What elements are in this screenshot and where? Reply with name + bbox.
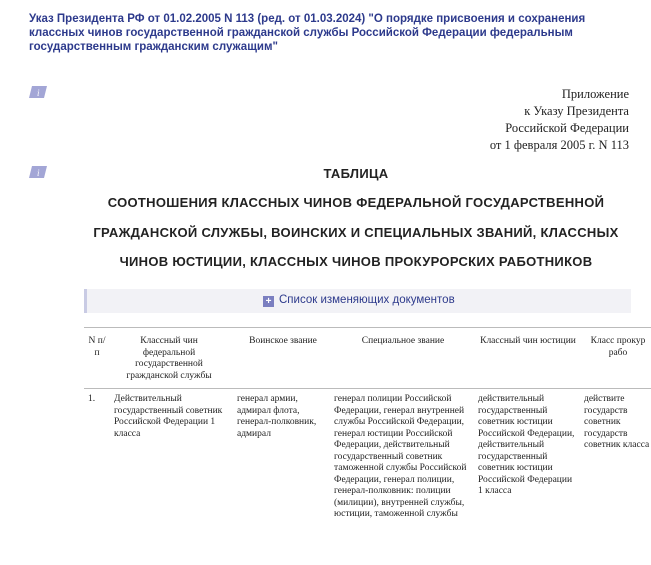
svg-text:i: i [37,88,40,98]
plus-icon: + [263,296,274,307]
table-title-line: ГРАЖДАНСКОЙ СЛУЖБЫ, ВОИНСКИХ И СПЕЦИАЛЬНЫХ ЗВАНИЙ, КЛАССНЫХ [93,225,619,240]
table-cell-justice-rank: действительный государственный советник юстиции Российской Федерации, действительный государственный советник юстиции Российской Федерации 1 класса [478,394,575,496]
document-title: Указ Президента РФ от 01.02.2005 N 113 (ред. от 01.03.2024) "О порядке присвоения и сохранения классных чинов государственной гражданской службы Российской Федерации федеральным государственным гражданским служащим" [29,13,586,53]
appendix-line: Российской Федерации [505,121,629,135]
table-title-line: СООТНОШЕНИЯ КЛАССНЫХ ЧИНОВ ФЕДЕРАЛЬНОЙ ГОСУДАРСТВЕННОЙ [107,195,605,210]
appendix-line: Приложение [561,87,629,101]
table-header-cell: Классный чин федеральной государственной гражданской службы [126,336,212,381]
appendix-block [490,86,629,154]
table-cell-prosecutor-rank: действите государств советник государств советник класса [584,394,650,450]
table-header-cell: N п/п [88,336,106,358]
table-cell-military-rank: генерал армии, адмирал флота, генерал-полковник, адмирал [237,394,317,439]
changes-list-toggle[interactable] [84,289,631,313]
table-header-cell: Классный чин юстиции [480,336,576,346]
appendix-line: от 1 февраля 2005 г. N 113 [489,138,629,152]
table-header-cell: Специальное звание [361,336,445,346]
svg-text:i: i [37,168,40,178]
changes-list-label: Список изменяющих документов [279,294,455,306]
table-header-cell: Воинское звание [249,336,317,346]
table-header-cell: Класс прокур рабо [590,336,646,358]
info-icon[interactable] [29,166,47,178]
table-divider [84,327,651,328]
table-cell-special-rank: генерал полиции Российской Федерации, генерал внутренней службы Российской Федерации, генерал юстиции Российской Федерации, действительный государственный советник таможенной службы Российской Федерации, генерал полиции, генерал-полковник: полиции (милиции), внутренней службы, юстиции, таможенной службы [334,394,467,519]
table-divider [84,388,651,389]
info-icon[interactable] [29,86,47,98]
appendix-line: к Указу Президента [524,104,629,118]
table-title-line: ТАБЛИЦА [323,166,389,181]
table-cell-civil-rank: Действительный государственный советник Российской Федерации 1 класса [114,394,223,439]
table-cell-number: 1. [88,394,96,404]
table-title-line: ЧИНОВ ЮСТИЦИИ, КЛАССНЫХ ЧИНОВ ПРОКУРОРСКИХ РАБОТНИКОВ [119,254,593,269]
